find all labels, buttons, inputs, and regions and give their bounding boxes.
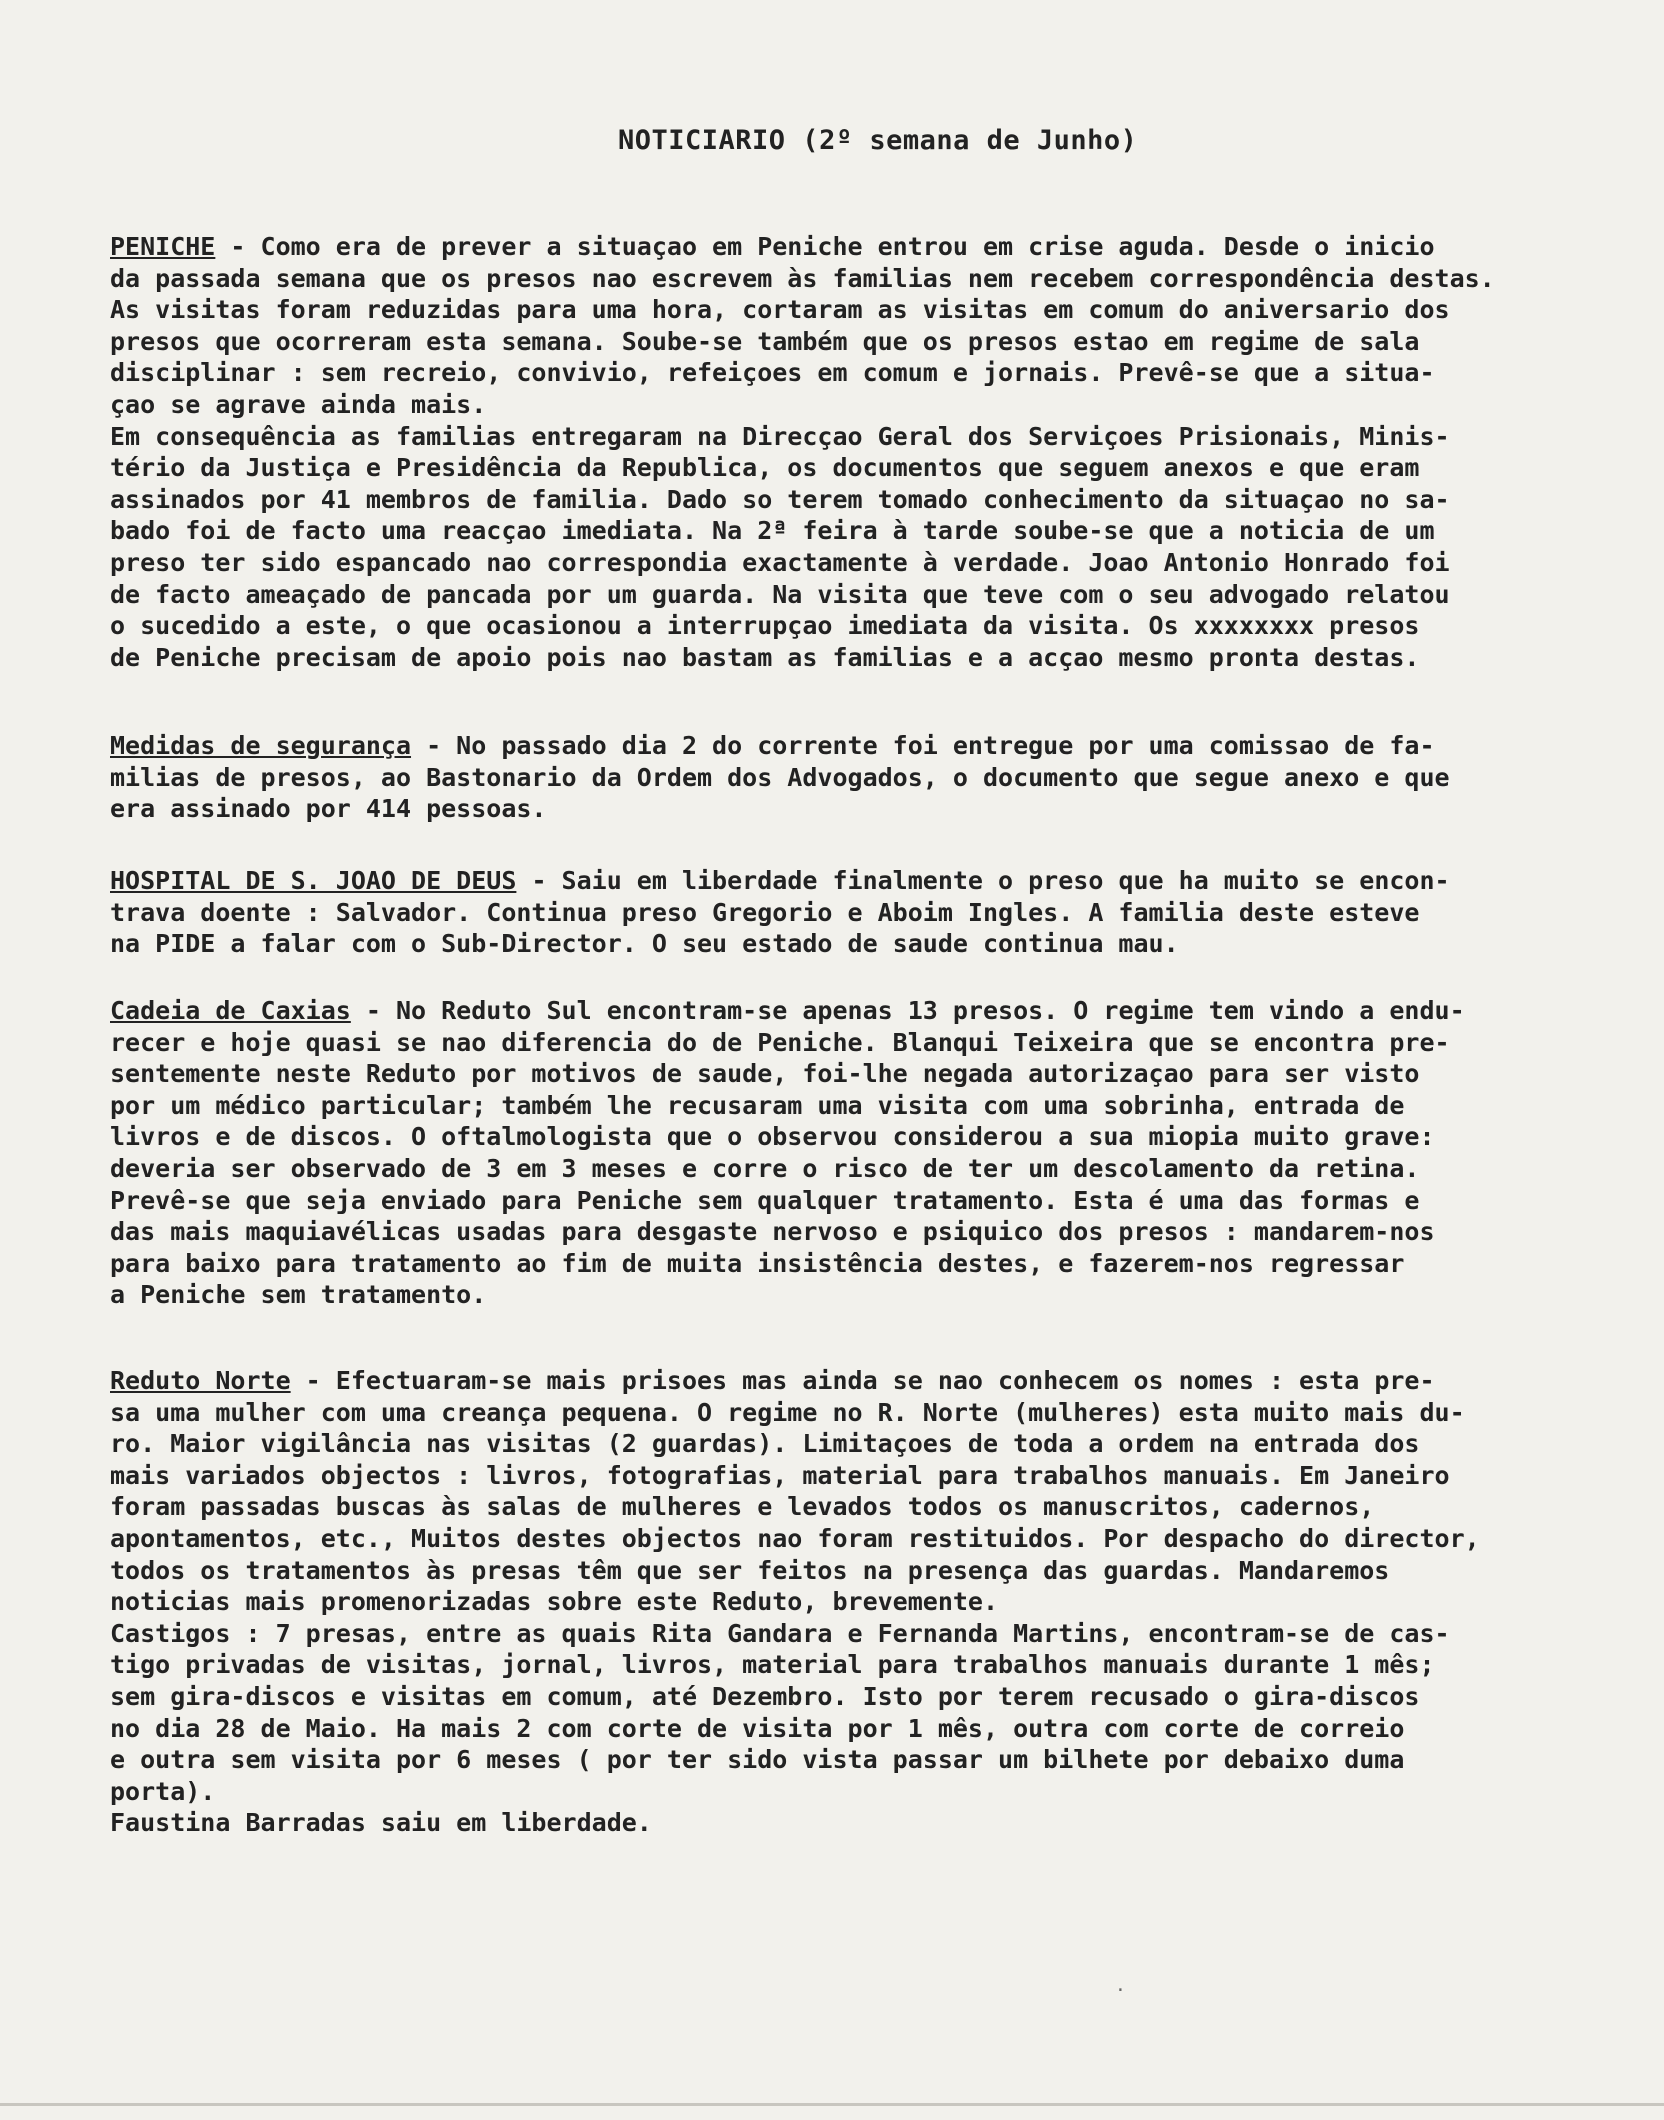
text-line: no dia 28 de Maio. Ha mais 2 com corte de visita por 1 mês, outra com corte de correio [110,1713,1405,1743]
text-line: das mais maquiavélicas usadas para desgaste nervoso e psiquico dos presos : mandarem-nos [110,1217,1435,1247]
text-line: da passada semana que os presos nao escrevem às familias nem recebem correspondência destas. [110,263,1495,293]
text-line: Castigos : 7 presas, entre as quais Rita Gandara e Fernanda Martins, encontram-se de cas- [110,1618,1450,1648]
text-line: disciplinar : sem recreio, convivio, refeiçoes em comum e jornais. Prevê-se que a situa- [110,358,1435,388]
text-line: presos que ocorreram esta semana. Soube-se também que os presos estao em regime de sala [110,326,1420,356]
section-heading: Medidas de segurança [110,731,412,760]
text-line: apontamentos, etc., Muitos destes objectos nao foram restituidos. Por despacho do director, [110,1523,1480,1553]
text-line: - Saiu em liberdade finalmente o preso que ha muito se encon- [516,866,1450,895]
text-line: - No Reduto Sul encontram-se apenas 13 presos. O regime tem vindo a endu- [350,996,1465,1025]
section-reduto-norte [110,1365,1610,1839]
text-line: na PIDE a falar com o Sub-Director. O seu estado de saude continua mau. [110,929,1179,959]
text-line: ro. Maior vigilância nas visitas (2 guardas). Limitaçoes de toda a ordem na entrada dos [110,1429,1420,1459]
text-line: de Peniche precisam de apoio pois nao bastam as familias e a acçao mesmo pronta destas. [110,642,1420,672]
text-line: - No passado dia 2 do corrente foi entregue por uma comissao de fa- [411,731,1435,760]
text-line: deveria ser observado de 3 em 3 meses e corre o risco de ter um descolamento da retina. [110,1153,1420,1183]
ink-smudge: · [1115,1980,1126,2001]
text-line: tigo privadas de visitas, jornal, livros, material para trabalhos manuais durante 1 mês; [110,1650,1435,1680]
text-line: milias de presos, ao Bastonario da Ordem dos Advogados, o documento que segue anexo e que [110,762,1450,792]
text-line: tério da Justiça e Presidência da Republica, os documentos que seguem anexos e que eram [110,453,1420,483]
text-line: porta). [110,1776,216,1806]
text-line: sem gira-discos e visitas em comum, até Dezembro. Isto por terem recusado o gira-discos [110,1681,1420,1711]
text-line: recer e hoje quasi se nao diferencia do de Peniche. Blanqui Teixeira que se encontra pre- [110,1027,1450,1057]
text-line: bado foi de facto uma reacçao imediata. Na 2ª feira à tarde soube-se que a noticia de um [110,516,1435,546]
text-line: sa uma mulher com uma creança pequena. O regime no R. Norte (mulheres) esta muito mais du- [110,1397,1465,1427]
section-heading: Cadeia de Caxias [110,996,351,1025]
text-line: mais variados objectos : livros, fotografias, material para trabalhos manuais. Em Janeiro [110,1460,1450,1490]
text-line: - Efectuaram-se mais prisoes mas ainda se nao conhecem os nomes : esta pre- [290,1366,1435,1395]
text-line: para baixo para tratamento ao fim de muita insistência destes, e fazerem-nos regressar [110,1248,1405,1278]
text-line: As visitas foram reduzidas para uma hora, cortaram as visitas em comum do aniversario dos [110,295,1450,325]
text-line: - Como era de prever a situaçao em Peniche entrou em crise aguda. Desde o inicio [215,232,1435,261]
section-heading: HOSPITAL DE S. JOAO DE DEUS [110,866,517,895]
text-line: noticias mais promenorizadas sobre este Reduto, brevemente. [110,1587,999,1617]
text-line: por um médico particular; também lhe recusaram uma visita com uma sobrinha, entrada de [110,1090,1405,1120]
text-line: foram passadas buscas às salas de mulheres e levados todos os manuscritos, cadernos, [110,1492,1375,1522]
page-title: NOTICIARIO (2º semana de Junho) [618,125,1138,156]
section-heading: Reduto Norte [110,1366,291,1395]
section-peniche [110,231,1610,673]
text-line: todos os tratamentos às presas têm que ser feitos na presença das guardas. Mandaremos [110,1555,1390,1585]
text-line: sentemente neste Reduto por motivos de saude, foi-lhe negada autorizaçao para ser visto [110,1059,1420,1089]
section-heading: PENICHE [110,232,216,261]
section-cadeia-de-caxias [110,995,1610,1311]
text-line: trava doente : Salvador. Continua preso Gregorio e Aboim Ingles. A familia deste esteve [110,897,1420,927]
text-line: Faustina Barradas saiu em liberdade. [110,1808,652,1838]
text-line: de facto ameaçado de pancada por um guarda. Na visita que teve com o seu advogado relatou [110,579,1450,609]
text-line: assinados por 41 membros de familia. Dado so terem tomado conhecimento da situaçao no sa- [110,484,1450,514]
section-hospital [110,865,1610,960]
section-medidas-de-seguranca [110,730,1610,825]
text-line: livros e de discos. O oftalmologista que o observou considerou a sua miopia muito grave: [110,1122,1435,1152]
text-line: o sucedido a este, o que ocasionou a interrupçao imediata da visita. Os xxxxxxxx presos [110,611,1420,641]
page-bottom-edge [0,2103,1664,2106]
text-line: era assinado por 414 pessoas. [110,794,547,824]
text-line: Prevê-se que seja enviado para Peniche sem qualquer tratamento. Esta é uma das formas e [110,1185,1420,1215]
text-line: preso ter sido espancado nao correspondia exactamente à verdade. Joao Antonio Honrado foi [110,547,1450,577]
text-line: Em consequência as familias entregaram na Direcçao Geral dos Serviçoes Prisionais, Minis- [110,421,1450,451]
text-line: çao se agrave ainda mais. [110,389,487,419]
text-line: e outra sem visita por 6 meses ( por ter sido vista passar um bilhete por debaixo duma [110,1745,1405,1775]
text-line: a Peniche sem tratamento. [110,1280,487,1310]
